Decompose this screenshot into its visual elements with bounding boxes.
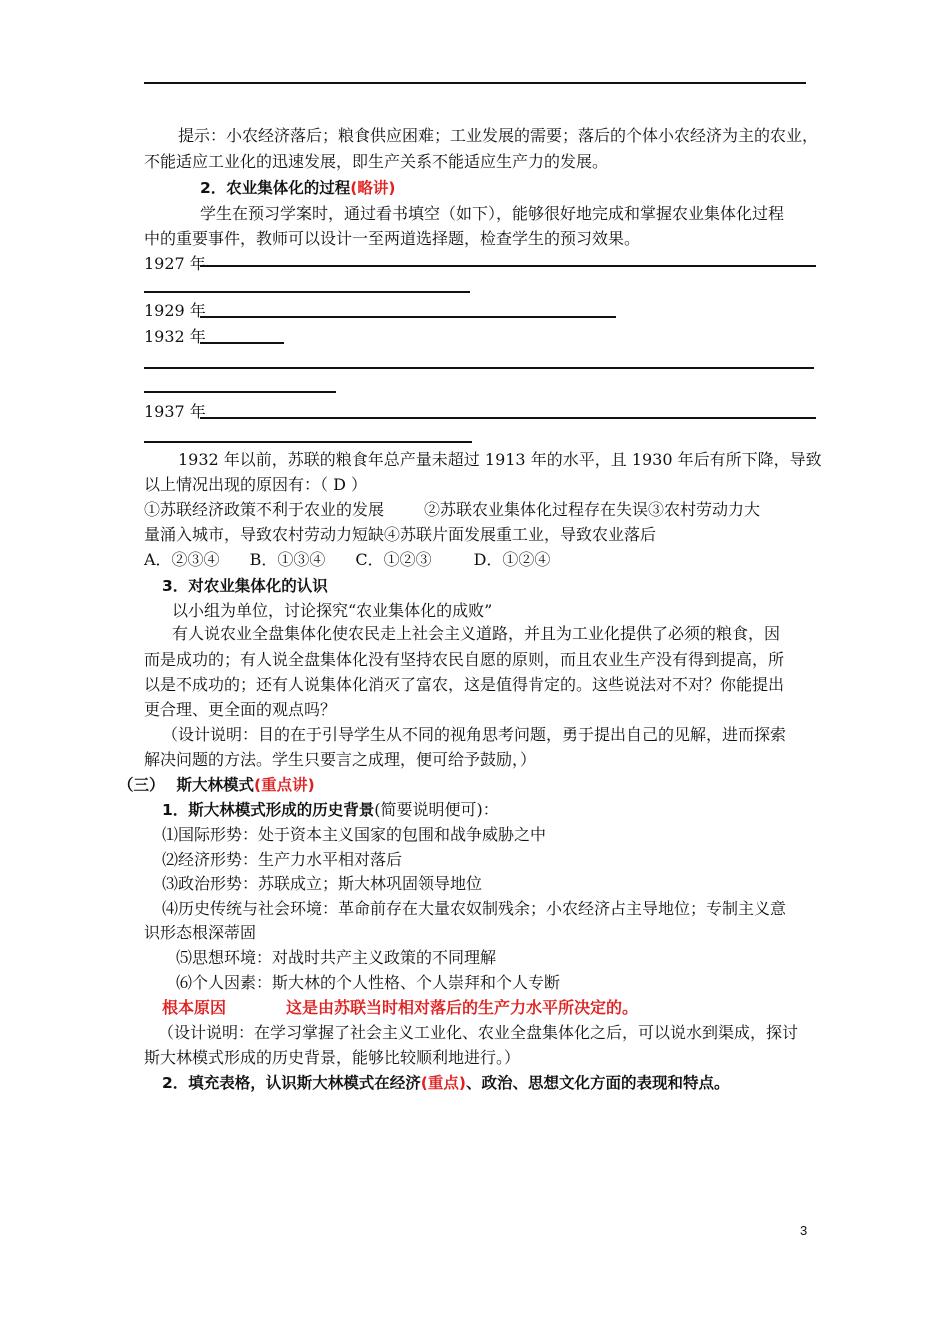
part-3-note-2: 斯大林模式形成的历史背景，能够比较顺利地进行。）	[144, 1048, 521, 1067]
part-3-tag: (重点讲)	[254, 776, 315, 794]
section-3-note-1: （设计说明：目的在于引导学生从不同的视角思考问题，勇于提出自己的见解，进而探索	[162, 725, 787, 744]
page-number: 3	[800, 1223, 808, 1238]
answer-choices	[144, 549, 550, 571]
section-3-para-1: 有人说农业全盘集体化使农民走上社会主义道路，并且为工业化提供了必须的粮食，因	[172, 624, 781, 643]
background-item-3: ⑶政治形势：苏联成立；斯大林巩固领导地位	[162, 874, 483, 893]
background-item-4-cont: 识形态根深蒂固	[144, 923, 257, 942]
option-2-3: ②苏联农业集体化过程存在失误③农村劳动力大	[424, 500, 761, 519]
choice-a[interactable]: A．②③④	[144, 550, 220, 569]
part-3-title: 斯大林模式	[176, 776, 255, 794]
choice-c[interactable]: C．①②③	[355, 550, 432, 569]
section-3-title: 3．对农业集体化的认识	[162, 577, 328, 595]
question-line-2: 以上情况出现的原因有：（ D ）	[144, 475, 368, 494]
year-1932-label: 1932 年	[144, 327, 206, 346]
section-3-para-2: 而是成功的；有人说全盘集体化没有坚持农民自愿的原则，而且农业生产没有得到提高，所	[144, 650, 785, 669]
background-heading	[162, 799, 499, 821]
section-2-title: 2．农业集体化的过程	[200, 179, 351, 197]
year-1927-blank-cont[interactable]	[144, 291, 470, 293]
table-task-tag: (重点)	[420, 1074, 466, 1092]
question-options-line-2: 量涌入城市，导致农村劳动力短缺④苏联片面发展重工业，导致农业落后	[144, 525, 657, 544]
section-3-note-2: 解决问题的方法。学生只要言之成理，便可给予鼓励，）	[144, 750, 537, 769]
year-1927-blank[interactable]	[200, 265, 816, 267]
part-3-number: （三）	[118, 776, 165, 794]
root-cause-line	[162, 997, 638, 1019]
part-3-heading	[118, 774, 315, 796]
section-2-para-2: 中的重要事件，教师可以设计一至两道选择题，检查学生的预习效果。	[144, 229, 641, 248]
question-options-line-1	[144, 499, 760, 521]
choice-d[interactable]: D．①②④	[473, 550, 551, 569]
background-item-4: ⑷历史传统与社会环境：革命前存在大量农奴制残余；小农经济占主导地位；专制主义意	[162, 899, 787, 918]
table-task-heading	[162, 1072, 729, 1094]
root-cause-text: 这是由苏联当时相对落后的生产力水平所决定的。	[286, 998, 639, 1017]
table-task-part-2: 、政治、思想文化方面的表现和特点。	[465, 1074, 730, 1092]
year-1937-label: 1937 年	[144, 402, 206, 421]
year-1937-blank[interactable]	[200, 417, 816, 419]
background-item-5: ⑸思想环境：对战时共产主义政策的不同理解	[176, 948, 497, 967]
background-title: 1．斯大林模式形成的历史背景	[162, 801, 375, 819]
table-task-part-1: 2．填充表格，认识斯大林模式在经济	[162, 1074, 421, 1092]
background-item-6: ⑹个人因素：斯大林的个人性格、个人崇拜和个人专断	[176, 973, 561, 992]
background-item-1: ⑴国际形势：处于资本主义国家的包围和战争威胁之中	[162, 825, 547, 844]
year-1929-blank[interactable]	[200, 316, 616, 318]
part-3-note-1: （设计说明：在学习掌握了社会主义工业化、农业全盘集体化之后，可以说水到渠成，探讨	[158, 1023, 799, 1042]
year-1932-blank-cont[interactable]	[144, 367, 814, 369]
year-1932-blank-cont-2[interactable]	[144, 391, 336, 393]
root-cause-label: 根本原因	[162, 998, 227, 1017]
section-2-heading	[200, 177, 395, 199]
top-fill-line	[144, 82, 806, 84]
background-item-2: ⑵经济形势：生产力水平相对落后	[162, 850, 403, 869]
year-1929-label: 1929 年	[144, 301, 206, 320]
question-line-1: 1932 年以前，苏联的粮食年总产量未超过 1913 年的水平，且 1930 年后有所下降，导致	[178, 450, 822, 469]
section-3-intro: 以小组为单位，讨论探究“农业集体化的成败”	[172, 601, 493, 620]
option-1: ①苏联经济政策不利于农业的发展	[144, 500, 385, 519]
section-2-tag: (略讲)	[350, 179, 396, 197]
year-1932-blank[interactable]	[200, 342, 284, 344]
section-2-para-1: 学生在预习学案时，通过看书填空（如下），能够很好地完成和掌握农业集体化过程	[200, 204, 785, 223]
section-3-para-4: 更合理、更全面的观点吗？	[144, 700, 337, 719]
hint-line-1: 提示：小农经济落后；粮食供应困难；工业发展的需要；落后的个体小农经济为主的农业，	[178, 126, 819, 145]
hint-line-2: 不能适应工业化的迅速发展，即生产关系不能适应生产力的发展。	[144, 152, 609, 171]
section-3-para-3: 以是不成功的；还有人说集体化消灭了富农，这是值得肯定的。这些说法对不对？你能提出	[144, 675, 785, 694]
year-1937-blank-cont[interactable]	[144, 441, 472, 443]
year-1927-label: 1927 年	[144, 254, 206, 273]
choice-b[interactable]: B．①③④	[249, 550, 326, 569]
background-note: (简要说明便可)：	[374, 800, 499, 819]
